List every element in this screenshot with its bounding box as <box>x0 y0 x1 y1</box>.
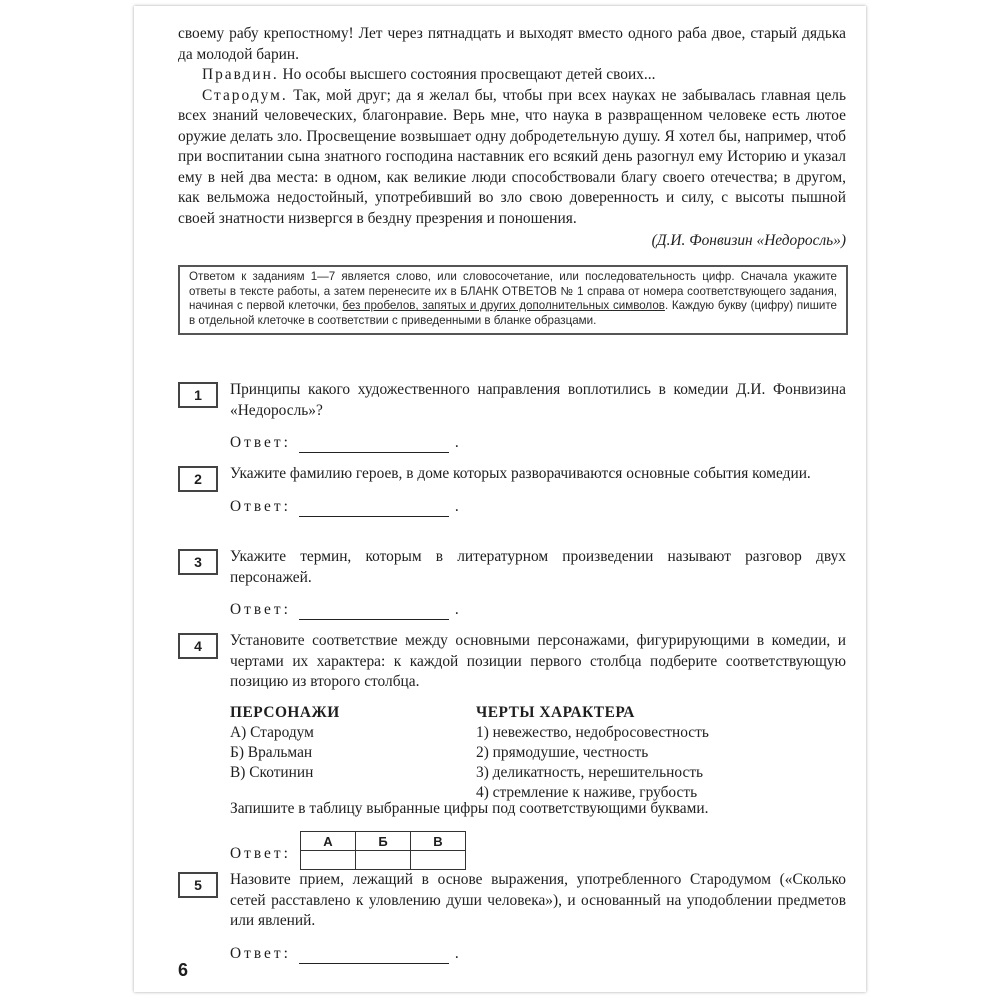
task-number-box: 1 <box>178 382 218 408</box>
answer-end: . <box>454 434 459 451</box>
task-4 <box>178 631 846 877</box>
answer-cell-v[interactable] <box>411 851 466 870</box>
answer-row <box>230 944 846 964</box>
pravdin-line <box>178 65 846 86</box>
answer-row <box>230 600 846 620</box>
answer-label: Ответ: <box>230 845 291 862</box>
answer-end: . <box>454 601 459 618</box>
trait-item: 4) стремление к наживе, грубость <box>476 783 698 801</box>
task-number-box: 2 <box>178 466 218 492</box>
trait-item: 3) деликатность, нерешительность <box>476 763 704 781</box>
source-attribution: (Д.И. Фонвизин «Недоросль») <box>651 232 846 249</box>
starodum-line <box>178 86 846 230</box>
task-question: Назовите прием, лежащий в основе выражения, употребленного Стародумом («Сколько сетей расставлено к уловлению души человека»), и основанный на уподоблении предметов или явлений. <box>230 871 846 929</box>
answer-label: Ответ: <box>230 497 291 515</box>
answer-line[interactable] <box>299 947 449 964</box>
starodum-speech: Так, мой друг; да я желал бы, чтобы при всех науках не забывалась главная цель всех знаний человеческих, благонравие. Верь мне, что наука в развращенном человеке есть лютое оружие делать зло. Просвещение возвышает одну добродетельную душу. Я хотел бы, например, чтоб при воспитании сына знатного господина наставник его всякий день разогнул ему Историю и указал ему в ней два места: в одном, как великие люди способствовали благу своего отечества; в другом, как вельможа недостойный, употребивший во зло свою доверенность и силу, с высоты пышной своей знатности низвергся в бездну презрения и поношения. <box>178 86 846 227</box>
traits-column <box>476 703 709 803</box>
answer-label: Ответ: <box>230 944 291 962</box>
answer-row <box>230 433 846 453</box>
table-instruction: Запишите в таблицу выбранные цифры под соответствующими буквами. <box>230 799 709 817</box>
task-question: Укажите термин, которым в литературном произведении называют разговор двух персонажей. <box>230 548 846 586</box>
task-number-box: 3 <box>178 549 218 575</box>
answer-table <box>300 831 466 870</box>
task-question: Установите соответствие между основными персонажами, фигурирующими в комедии, и чертами их характера: к каждой позиции первого столбца подберите соответствующую позицию из второго столбца. <box>230 632 846 690</box>
task-question: Принципы какого художественного направления воплотились в комедии Д.И. Фонвизина «Недоросль»? <box>230 381 846 419</box>
instructions-text-end: . Каждую букву (цифру) пишите в отдельной клеточке в соответствии с приведенными в бланке образцами. <box>189 299 838 327</box>
task-question: Укажите фамилию героев, в доме которых разворачиваются основные события комедии. <box>230 465 811 482</box>
answer-line[interactable] <box>299 436 449 453</box>
task-number-box: 4 <box>178 633 218 659</box>
character-item: Б) Вральман <box>230 743 313 761</box>
answer-line[interactable] <box>299 500 449 517</box>
pravdin-speech: Но особы высшего состояния просвещают детей своих... <box>278 66 656 83</box>
task-2 <box>178 464 846 517</box>
answer-cell-b[interactable] <box>356 851 411 870</box>
traits-header: ЧЕРТЫ ХАРАКТЕРА <box>476 703 635 721</box>
answer-row <box>230 497 846 517</box>
page-content <box>178 6 846 962</box>
column-b-header: Б <box>356 832 411 851</box>
matching-columns <box>230 703 846 801</box>
task-3 <box>178 547 846 620</box>
answer-table-header <box>301 832 466 851</box>
instructions-text: Ответом к заданиям 1—7 является слово, или словосочетание, или последовательность цифр. Сначала укажите ответы в тексте работы, а затем перенесите их в БЛАНК ОТВЕТОВ № 1 справа от номера соответствующего задания, начиная с первой клеточки, <box>189 270 837 313</box>
answer-table-inputs <box>301 851 466 870</box>
column-a-header: А <box>301 832 356 851</box>
task-number-box: 5 <box>178 872 218 898</box>
speaker-pravdin: Правдин. <box>202 66 279 83</box>
speaker-starodum: Стародум. <box>202 86 288 104</box>
instructions-underlined: без пробелов, запятых и других дополнительных символов <box>342 299 665 313</box>
answer-end: . <box>454 497 459 515</box>
passage-line: своему рабу крепостному! Лет через пятнадцать и выходят вместо одного раба двое, старый дядька да молодой барин. <box>178 25 846 63</box>
workbook-page <box>134 6 866 992</box>
character-item: А) Стародум <box>230 723 314 741</box>
task-1 <box>178 380 846 453</box>
trait-item: 1) невежество, недобросовестность <box>476 723 709 741</box>
instructions-box <box>178 265 848 335</box>
characters-header: ПЕРСОНАЖИ <box>230 703 340 721</box>
answer-line[interactable] <box>299 603 449 620</box>
answer-label: Ответ: <box>230 601 291 618</box>
page-number: 6 <box>178 960 189 980</box>
character-item: В) Скотинин <box>230 763 314 781</box>
answer-cell-a[interactable] <box>301 851 356 870</box>
task-5 <box>178 870 846 964</box>
characters-column <box>230 703 340 783</box>
trait-item: 2) прямодушие, честность <box>476 743 649 761</box>
answer-end: . <box>454 944 459 962</box>
answer-label: Ответ: <box>230 434 291 451</box>
column-v-header: В <box>411 832 466 851</box>
